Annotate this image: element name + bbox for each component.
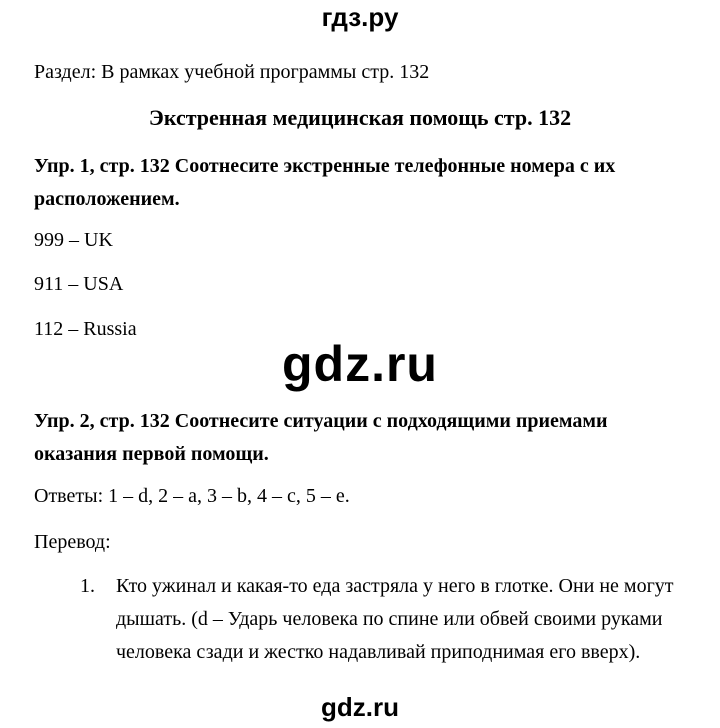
page-title: Экстренная медицинская помощь стр. 132: [148, 105, 572, 130]
phone-number-line: 999 – UK: [34, 229, 113, 251]
phone-number-line: 112 – Russia: [34, 318, 137, 340]
list-item-number: 1.: [80, 575, 95, 597]
exercise-2-heading: Упр. 2, стр. 132 Соотнесите ситуации с подходящими приемами оказания первой помощи.: [34, 410, 608, 465]
exercise-1-heading: Упр. 1, стр. 132 Соотнесите экстренные телефонные номера с их расположением.: [34, 155, 616, 210]
watermark: gdz.ru: [282, 336, 438, 392]
translation-label: Перевод:: [34, 531, 111, 553]
answers-line: Ответы: 1 – d, 2 – a, 3 – b, 4 – c, 5 – e.: [34, 485, 350, 507]
phone-number-line: 911 – USA: [34, 273, 124, 295]
list-item-text: Кто ужинал и какая-то еда застряла у него в глотке. Они не могут дышать. (d – Ударь человека по спине или обвей своими руками человека сзади и жестко надавливай приподнимая его вверх).: [116, 575, 674, 663]
site-header-logo: гдз.ру: [321, 2, 399, 32]
section-line: Раздел: В рамках учебной программы стр. 132: [34, 61, 430, 83]
site-footer-logo: gdz.ru: [321, 692, 399, 722]
